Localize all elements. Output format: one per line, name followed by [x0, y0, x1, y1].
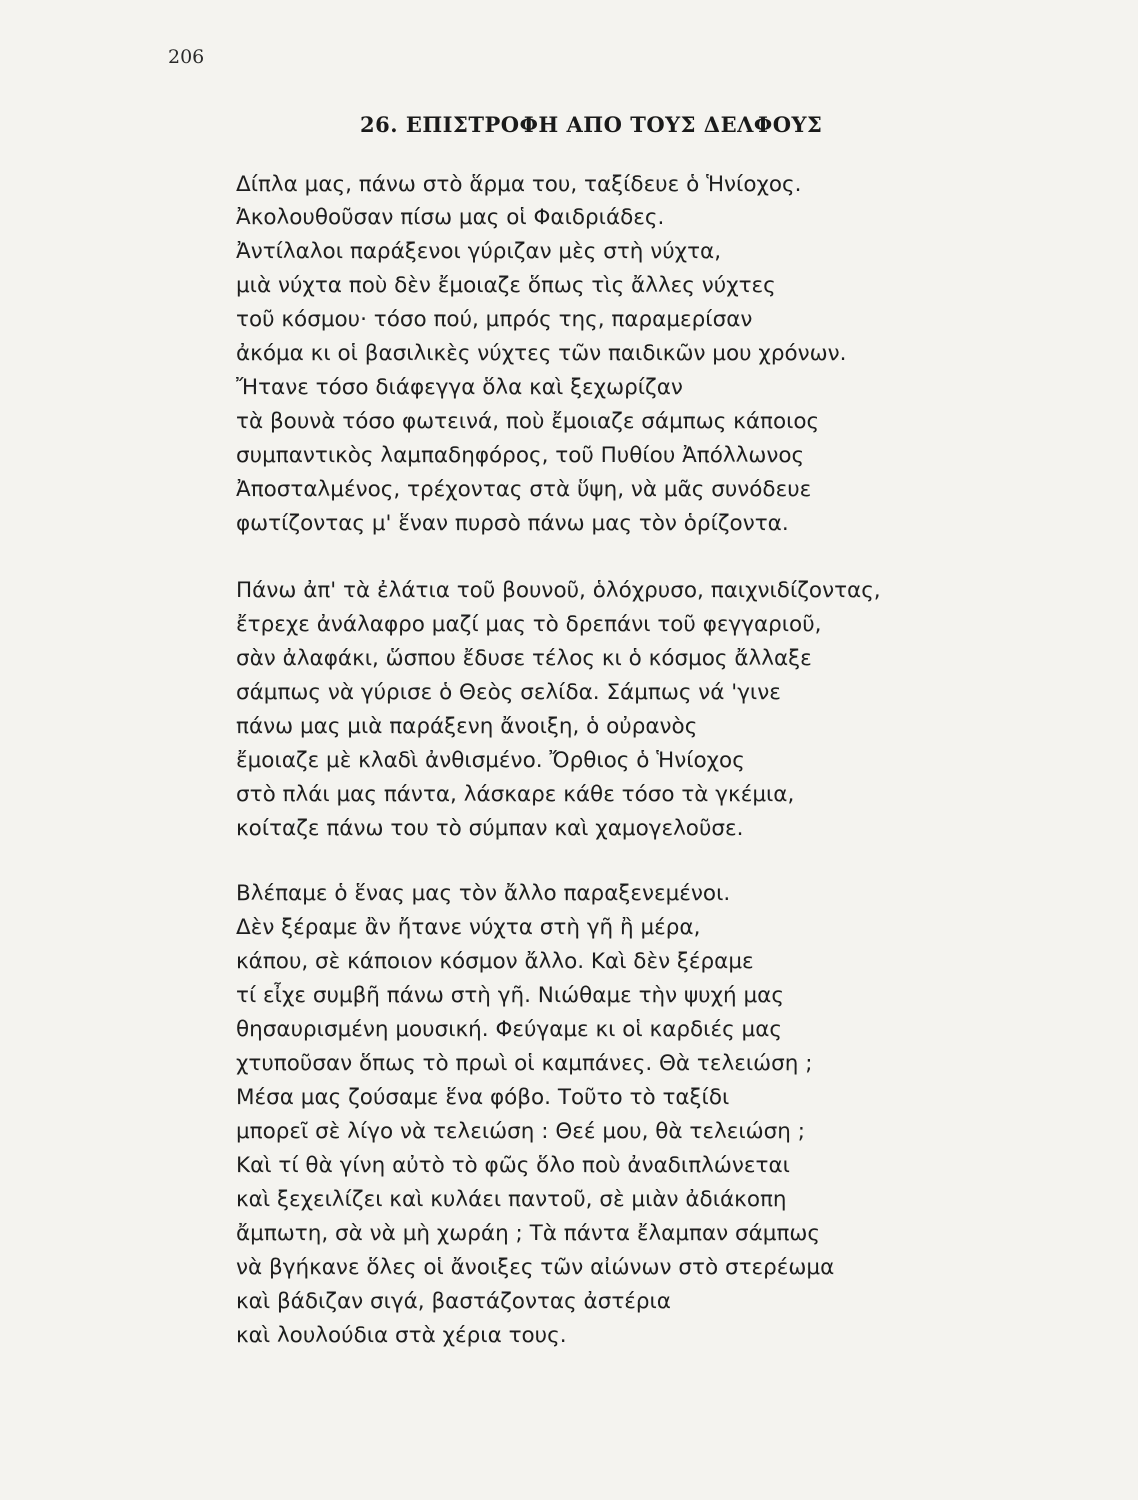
poem-line: σὰν ἀλαφάκι, ὥσπου ἔδυσε τέλος κι ὁ κόσμος ἄλλαξε [236, 646, 812, 671]
poem-line: φωτίζοντας μ' ἕναν πυρσὸ πάνω μας τὸν ὁρίζοντα. [236, 511, 789, 536]
poem-line: Ἤτανε τόσο διάφεγγα ὅλα καὶ ξεχωρίζαν [236, 375, 683, 400]
poem-line: Δίπλα μας, πάνω στὸ ἅρμα του, ταξίδευε ὁ Ἡνίοχος. [236, 172, 802, 197]
poem-line: μιὰ νύχτα ποὺ δὲν ἔμοιαζε ὅπως τὶς ἄλλες νύχτες [236, 273, 776, 298]
poem-line: καὶ ξεχειλίζει καὶ κυλάει παντοῦ, σὲ μιὰν ἀδιάκοπη [236, 1187, 787, 1212]
poem-line: τί εἶχε συμβῆ πάνω στὴ γῆ. Νιώθαμε τὴν ψυχή μας [236, 983, 784, 1008]
poem-title: 26. ΕΠΙΣΤΡΟΦΗ ΑΠΟ ΤΟΥΣ ΔΕΛΦΟΥΣ [360, 112, 823, 137]
poem-line: Μέσα μας ζούσαμε ἕνα φόβο. Τοῦτο τὸ ταξίδι [236, 1085, 730, 1110]
poem-line: Ἀποσταλμένος, τρέχοντας στὰ ὕψη, νὰ μᾶς συνόδευε [236, 477, 812, 502]
poem-line: ἄμπωτη, σὰ νὰ μὴ χωράη ; Τὰ πάντα ἔλαμπαν σάμπως [236, 1221, 821, 1246]
poem-line: Ἀντίλαλοι παράξενοι γύριζαν μὲς στὴ νύχτα, [236, 239, 722, 264]
poem-line: καὶ βάδιζαν σιγά, βαστάζοντας ἀστέρια [236, 1289, 671, 1314]
poem-line: Δὲν ξέραμε ἂν ἤτανε νύχτα στὴ γῆ ἢ μέρα, [236, 915, 701, 940]
poem-line: συμπαντικὸς λαμπαδηφόρος, τοῦ Πυθίου Ἀπόλλωνος [236, 443, 805, 468]
poem-line: τοῦ κόσμου· τόσο πού, μπρός της, παραμερίσαν [236, 307, 753, 332]
poem-line: μπορεῖ σὲ λίγο νὰ τελειώση : Θεέ μου, θὰ τελειώση ; [236, 1119, 805, 1144]
poem-line: καὶ λουλούδια στὰ χέρια τους. [236, 1323, 567, 1348]
poem-line: ἔμοιαζε μὲ κλαδὶ ἀνθισμένο. Ὄρθιος ὁ Ἡνίοχος [236, 748, 745, 773]
poem-line: Βλέπαμε ὁ ἕνας μας τὸν ἄλλο παραξενεμένοι. [236, 881, 731, 906]
poem-line: Καὶ τί θὰ γίνη αὐτὸ τὸ φῶς ὅλο ποὺ ἀναδιπλώνεται [236, 1153, 790, 1178]
poem-line: χτυποῦσαν ὅπως τὸ πρωὶ οἱ καμπάνες. Θὰ τελειώση ; [236, 1051, 813, 1076]
page-number: 206 [168, 46, 205, 68]
poem-line: Ἀκολουθοῦσαν πίσω μας οἱ Φαιδριάδες. [236, 205, 665, 230]
poem-line: κάπου, σὲ κάποιον κόσμον ἄλλο. Καὶ δὲν ξέραμε [236, 949, 754, 974]
poem-line: νὰ βγήκανε ὅλες οἱ ἄνοιξες τῶν αἰώνων στὸ στερέωμα [236, 1255, 835, 1280]
poem-line: ἔτρεχε ἀνάλαφρο μαζί μας τὸ δρεπάνι τοῦ φεγγαριοῦ, [236, 612, 822, 637]
poem-line: στὸ πλάι μας πάντα, λάσκαρε κάθε τόσο τὰ γκέμια, [236, 782, 795, 807]
poem-line: ἀκόμα κι οἱ βασιλικὲς νύχτες τῶν παιδικῶν μου χρόνων. [236, 341, 847, 366]
poem-line: σάμπως νὰ γύρισε ὁ Θεὸς σελίδα. Σάμπως νά 'γινε [236, 680, 781, 705]
poem-line: κοίταζε πάνω του τὸ σύμπαν καὶ χαμογελοῦσε. [236, 816, 744, 841]
poem-line: Πάνω ἀπ' τὰ ἐλάτια τοῦ βουνοῦ, ὁλόχρυσο, παιχνιδίζοντας, [236, 578, 881, 603]
poem-line: πάνω μας μιὰ παράξενη ἄνοιξη, ὁ οὐρανὸς [236, 714, 698, 739]
poem-line: τὰ βουνὰ τόσο φωτεινά, ποὺ ἔμοιαζε σάμπως κάποιος [236, 409, 820, 434]
poem-line: θησαυρισμένη μουσική. Φεύγαμε κι οἱ καρδιές μας [236, 1017, 783, 1042]
